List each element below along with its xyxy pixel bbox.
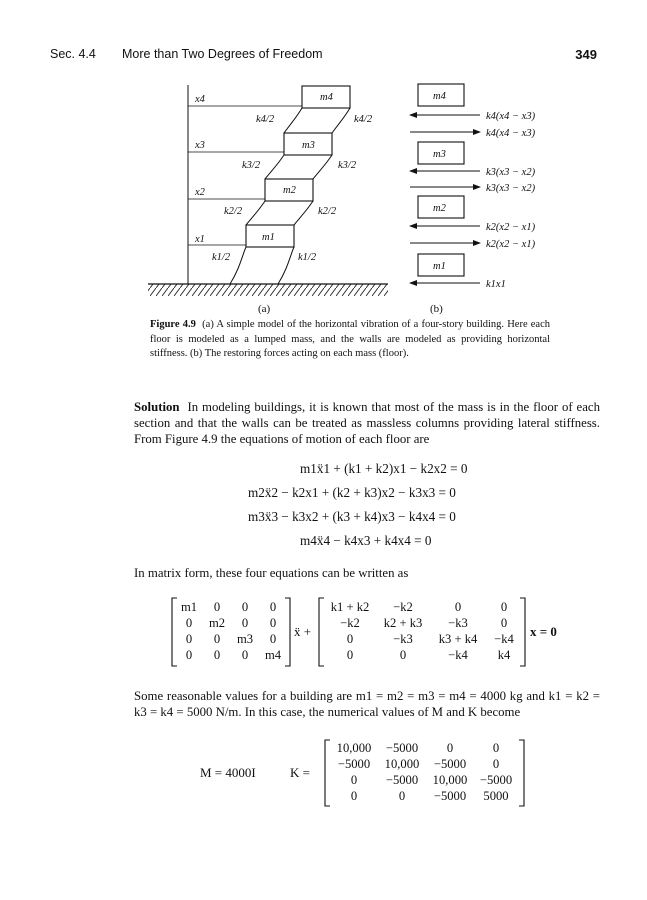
equation-3: m3ẍ3 − k3x2 + (k3 + k4)x3 − k4x4 = 0 (248, 509, 456, 524)
stiffness-matrix (322, 598, 522, 666)
mass-label-m1: m1 (262, 232, 275, 243)
mass-label-m4: m4 (320, 92, 333, 103)
force-label-2: k4(x4 − x3) (486, 128, 536, 139)
mass-matrix-cell: m1 (180, 600, 198, 614)
k-numeric-cell: 0 (350, 789, 358, 803)
mass-matrix-cell: 0 (269, 632, 277, 646)
stiffness-matrix-cell: 0 (346, 632, 354, 646)
mass-label-m2: m2 (283, 185, 296, 196)
k-numeric-cell: 10,000 (336, 741, 372, 755)
force-label-4: k3(x3 − x2) (486, 183, 536, 194)
stiffness-matrix-cell: k1 + k2 (330, 600, 370, 614)
k-numeric-cell: −5000 (385, 741, 419, 755)
mass-matrix-cell: 0 (269, 616, 277, 630)
k-numeric-cell: 0 (492, 741, 500, 755)
wall-left-4 (284, 108, 302, 133)
k-numeric-cell: 0 (398, 789, 406, 803)
mass-matrix-cell: 0 (241, 616, 249, 630)
k-numeric-cell: −5000 (433, 789, 467, 803)
page-number: 349 (575, 47, 597, 62)
mass-matrix-cell: m4 (264, 648, 282, 662)
equation-2: m2ẍ2 − k2x1 + (k2 + k3)x2 − k3x3 = 0 (248, 485, 456, 500)
solution-text: In modeling buildings, it is known that most of the mass is in the floor of each section and that the walls can be treated as massless columns providing lateral stiffness. From Figure 4.9 the equations of motion of each floor are (134, 400, 600, 446)
matrix-intro: In matrix form, these four equations can be written as (134, 566, 409, 580)
stiffness-matrix-cell: −k3 (393, 632, 413, 646)
panel-a-label: (a) (258, 303, 271, 315)
stiffness-matrix-cell: 0 (346, 648, 354, 662)
ground-hatch (148, 284, 388, 296)
figure-caption (150, 318, 550, 362)
fbd-mass-label-m3: m3 (433, 149, 446, 160)
stiffness-matrix-cell: −k2 (340, 616, 360, 630)
k-numeric-cell: 10,000 (384, 757, 420, 771)
k-numeric-cell: −5000 (385, 773, 419, 787)
k-numeric-cell: 0 (492, 757, 500, 771)
disp-label-x1: x1 (195, 234, 205, 245)
wall-left-3 (265, 155, 284, 179)
force-label-5: k2(x2 − x1) (486, 222, 536, 233)
force-label-6: k2(x2 − x1) (486, 239, 536, 250)
section-label: Sec. 4.4 (50, 47, 96, 61)
spring-label-left-3: k3/2 (242, 160, 261, 171)
equals-zero: x = 0 (530, 624, 557, 639)
wall-right-3 (313, 155, 332, 179)
k-numeric-cell: −5000 (479, 773, 513, 787)
spring-label-right-4: k4/2 (354, 114, 373, 125)
mass-label-m3: m3 (302, 140, 315, 151)
stiffness-matrix-cell: −k2 (393, 600, 413, 614)
equation-1: m1ẍ1 + (k1 + k2)x1 − k2x2 = 0 (300, 461, 468, 476)
stiffness-matrix-cell: k3 + k4 (438, 632, 478, 646)
panel-b-label: (b) (430, 303, 443, 315)
k-numeric-cell: 0 (350, 773, 358, 787)
mass-matrix-cell: 0 (185, 616, 193, 630)
mass-matrix-cell: 0 (213, 600, 221, 614)
k-numeric-cell: 10,000 (432, 773, 468, 787)
caption-label: Figure 4.9 (150, 319, 196, 330)
fbd-mass-label-m2: m2 (433, 203, 446, 214)
wall-right-2 (294, 201, 313, 225)
stiffness-matrix-cell: 0 (454, 600, 462, 614)
mass-matrix-cell: 0 (241, 648, 249, 662)
spring-label-right-3: k3/2 (338, 160, 357, 171)
stiffness-matrix-cell: −k3 (448, 616, 468, 630)
wall-left-1 (230, 247, 246, 284)
stiffness-matrix-cell: k2 + k3 (383, 616, 423, 630)
mass-matrix-cell: 0 (185, 648, 193, 662)
k-numeric-cell: 5000 (483, 789, 509, 803)
k-numeric-cell: 0 (446, 741, 454, 755)
equation-4: m4ẍ4 − k4x3 + k4x4 = 0 (300, 533, 432, 548)
spring-label-left-2: k2/2 (224, 206, 243, 217)
force-label-1: k4(x4 − x3) (486, 111, 536, 122)
stiffness-label: K = (290, 765, 310, 780)
wall-right-4 (332, 108, 350, 133)
solution-paragraph (134, 399, 600, 447)
panel-b (410, 84, 480, 283)
caption-text: (a) A simple model of the horizontal vibration of a four-story building. Here each floor is modeled as a lumped mass, and the walls are modeled as providing horizontal stiffness. (b) The restoring forces acting on each mass (floor). (150, 319, 550, 359)
force-label-7: k1x1 (486, 279, 506, 290)
mass-matrix-cell: 0 (241, 600, 249, 614)
solution-label: Solution (134, 400, 180, 414)
spring-label-right-1: k1/2 (298, 252, 317, 263)
chapter-title: More than Two Degrees of Freedom (122, 47, 323, 61)
k-numeric-cell: −5000 (337, 757, 371, 771)
spring-label-left-4: k4/2 (256, 114, 275, 125)
mass-matrix-cell: m3 (236, 632, 254, 646)
force-label-3: k3(x3 − x2) (486, 167, 536, 178)
disp-label-x3: x3 (195, 140, 205, 151)
stiffness-matrix-cell: 0 (500, 600, 508, 614)
spring-label-right-2: k2/2 (318, 206, 337, 217)
stiffness-matrix-cell: 0 (399, 648, 407, 662)
stiffness-matrix-cell: −k4 (448, 648, 468, 662)
mass-matrix-cell: 0 (185, 632, 193, 646)
mass-matrix-cell: 0 (213, 632, 221, 646)
stiffness-matrix-cell: 0 (500, 616, 508, 630)
k-numeric-cell: −5000 (433, 757, 467, 771)
wall-left-2 (246, 201, 265, 225)
spring-label-left-1: k1/2 (212, 252, 231, 263)
wall-right-1 (278, 247, 294, 284)
stiffness-matrix-cell: −k4 (494, 632, 514, 646)
mass-matrix-cell: m2 (208, 616, 226, 630)
mass-matrix-value: M = 4000I (200, 765, 256, 780)
mass-matrix-cell: 0 (213, 648, 221, 662)
mass-matrix (176, 598, 286, 666)
stiffness-matrix-cell: k4 (497, 648, 511, 662)
fbd-mass-label-m1: m1 (433, 261, 446, 272)
disp-label-x2: x2 (195, 187, 205, 198)
mass-matrix-cell: 0 (269, 600, 277, 614)
fbd-mass-label-m4: m4 (433, 91, 446, 102)
disp-label-x4: x4 (195, 94, 205, 105)
stiffness-numeric-matrix (330, 741, 520, 807)
values-paragraph: Some reasonable values for a building are m1 = m2 = m3 = m4 = 4000 kg and k1 = k2 = k3 = k4 = 5000 N/m. In this case, the numerical values of M and K become (134, 689, 600, 719)
figure-4-9 (0, 0, 647, 320)
xddot-plus: ẍ + (294, 624, 312, 639)
